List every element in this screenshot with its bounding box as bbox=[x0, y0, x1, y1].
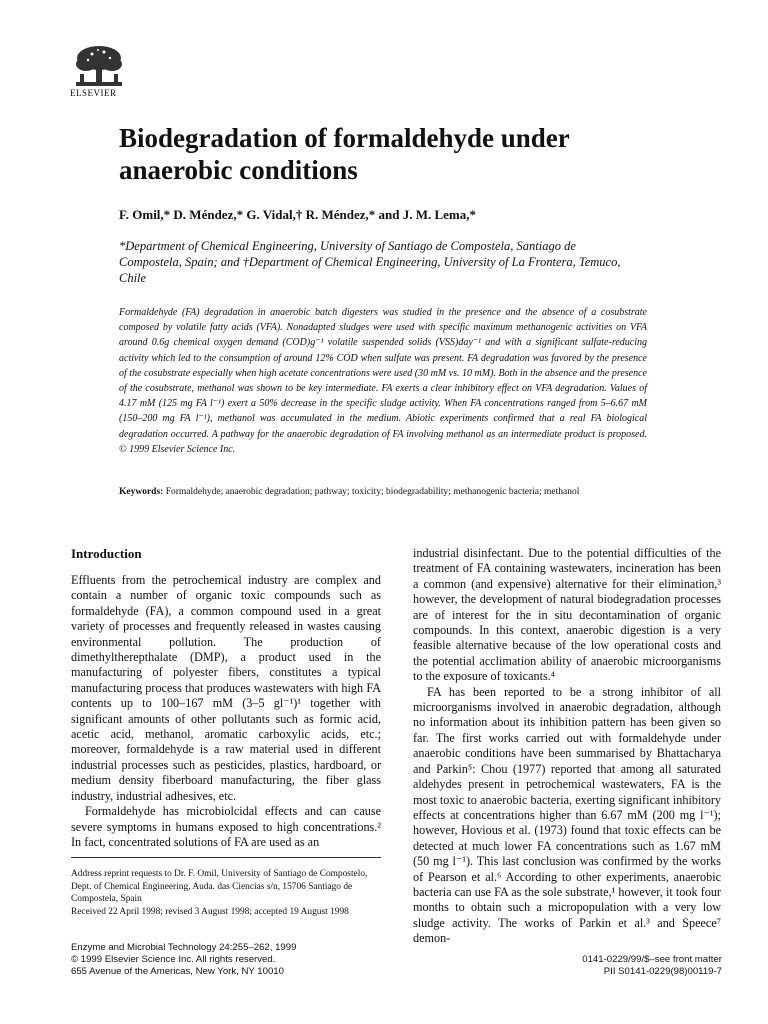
keywords bbox=[119, 486, 679, 499]
left-column bbox=[71, 546, 381, 850]
keywords-label: Keywords: bbox=[119, 487, 164, 497]
paragraph: Effluents from the petrochemical industry are complex and contain a number of organic toxic compounds such as formaldehyde (FA), a common compound used in a great variety of processes and frequently released in wastes causing environmental pollution. The production of dimethyltherepthalate (DMP), a product used in the manufacturing of polyester fibers, constitutes a typical manufacturing process that produces wastewaters with high FA contents up to 100–167 mM (3–5 gl⁻¹)¹ together with significant amounts of other pollutants such as formic acid, acetic acid, methanol, aromatic carboxylic acids, etc.; moreover, formaldehyde is a raw material used in different industrial processes such as pesticides, plastics, hardboard, or medium density fiberboard manufacturing, the fiber glass industry, industrial adhesives, etc. bbox=[71, 573, 381, 803]
footnote-divider bbox=[71, 857, 381, 858]
publisher-address: 655 Avenue of the Americas, New York, NY 10010 bbox=[71, 966, 284, 977]
reprint-address: Address reprint requests to Dr. F. Omil, University of Santiago de Compostelo, Dept. of Chemical Engineering, Auda. das Ciencias s/n, 15706 Santiago de Compostela, Spain bbox=[71, 869, 368, 905]
correspondence-footnote bbox=[71, 868, 383, 918]
section-heading-introduction: Introduction bbox=[71, 546, 142, 561]
pii-line: PII S0141-0229(98)00119-7 bbox=[603, 966, 722, 977]
publisher-name: ELSEVIER bbox=[70, 88, 117, 98]
article-title: Biodegradation of formaldehyde under anaerobic conditions bbox=[119, 123, 570, 185]
copyright-line: © 1999 Elsevier Science Inc. All rights reserved. bbox=[71, 954, 276, 965]
journal-citation: Enzyme and Microbial Technology 24:255–262, 1999 bbox=[71, 942, 297, 953]
price-line: 0141-0229/99/$–see front matter bbox=[582, 954, 722, 965]
affiliations: *Department of Chemical Engineering, University of Santiago de Compostela, Santiago de Compostela, Spain; and †Department of Chemical Engineering, University of La Frontera, Temuco, Chile bbox=[119, 239, 621, 285]
received-dates: Received 22 April 1998; revised 3 August 1998; accepted 19 August 1998 bbox=[71, 906, 349, 917]
author-list: F. Omil,* D. Méndez,* G. Vidal,† R. Méndez,* and J. M. Lema,* bbox=[119, 207, 477, 222]
journal-footer bbox=[71, 942, 296, 978]
abstract: Formaldehyde (FA) degradation in anaerobic batch digesters was studied in the presence and the absence of a cosubstrate composed by volatile fatty acids (VFA). Nonadapted sludges were used with specific maximum methanogenic activities on VFA around 0.6g chemical oxygen demand (COD)g⁻¹ volatile suspended solids (VSS)day⁻¹ and with a significant sulfate-reducing activity which led to the consumption of around 12% COD when sulfate was present. FA degradation was favored by the presence of the cosubstrate especially when high acetate concentrations were used (30 mM vs. 10 mM). Both in the absence and the presence of the cosubstrate, methanol was shown to be key intermediate. FA exerts a clear inhibitory effect on VFA degradation. Values of 4.17 mM (125 mg FA l⁻¹) exert a 50% decrease in the specific sludge activity. When FA concentrations ranged from 5–6.67 mM (150–200 mg FA l⁻¹), methanol was accumulated in the medium. Abiotic experiments confirmed that a real FA biological degradation occurred. A pathway for the anaerobic degradation of FA involving methanol as an intermediate product is proposed. © 1999 Elsevier Science Inc. bbox=[119, 307, 647, 455]
paragraph: Formaldehyde has microbiolcidal effects and can cause severe symptoms in humans exposed to high concentrations.² In fact, concentrated solutions of FA are used as an bbox=[71, 804, 381, 849]
keywords-list: Formaldehyde; anaerobic degradation; pathway; toxicity; biodegradability; methanogenic bacteria; methanol bbox=[165, 487, 580, 497]
paragraph: industrial disinfectant. Due to the potential difficulties of the treatment of FA containing wastewaters, incineration has been a common (and expensive) alternative for their elimination,³ however, the development of natural biodegradation processes are of interest for the in situ decontamination of organic compounds. In this context, anaerobic digestion is a very feasible alternative because of the low operational costs and the potential acclimation ability of anaerobic microorganisms to the exposure of toxicants.⁴ bbox=[413, 546, 721, 684]
article-identifiers bbox=[582, 954, 722, 978]
right-column bbox=[413, 546, 721, 947]
paragraph: FA has been reported to be a strong inhibitor of all microorganisms involved in anaerobic degradation, although no information about its inhibition pattern has been given so far. The first works carried out with formaldehyde under anaerobic conditions have been summarised by Bhattacharya and Parkin⁵: Chou (1977) reported that among all saturated aldehydes present in petrochemical wastewaters, FA is the most toxic to anaerobic bacteria, exerting significant inhibitory effects at concentrations higher than 6.67 mM (200 mg l⁻¹); however, Hovious et al. (1973) found that toxic effects can be detected at much lower FA concentrations such as 1.67 mM (50 mg l⁻¹). This last conclusion was confirmed by the works of Pearson et al.⁶ According to other experiments, anaerobic bacteria can use FA as the sole substrate,¹ however, it took four months to obtain such a micropopulation with a very low sludge activity. The works of Parkin et al.³ and Speece⁷ demon- bbox=[413, 684, 721, 946]
